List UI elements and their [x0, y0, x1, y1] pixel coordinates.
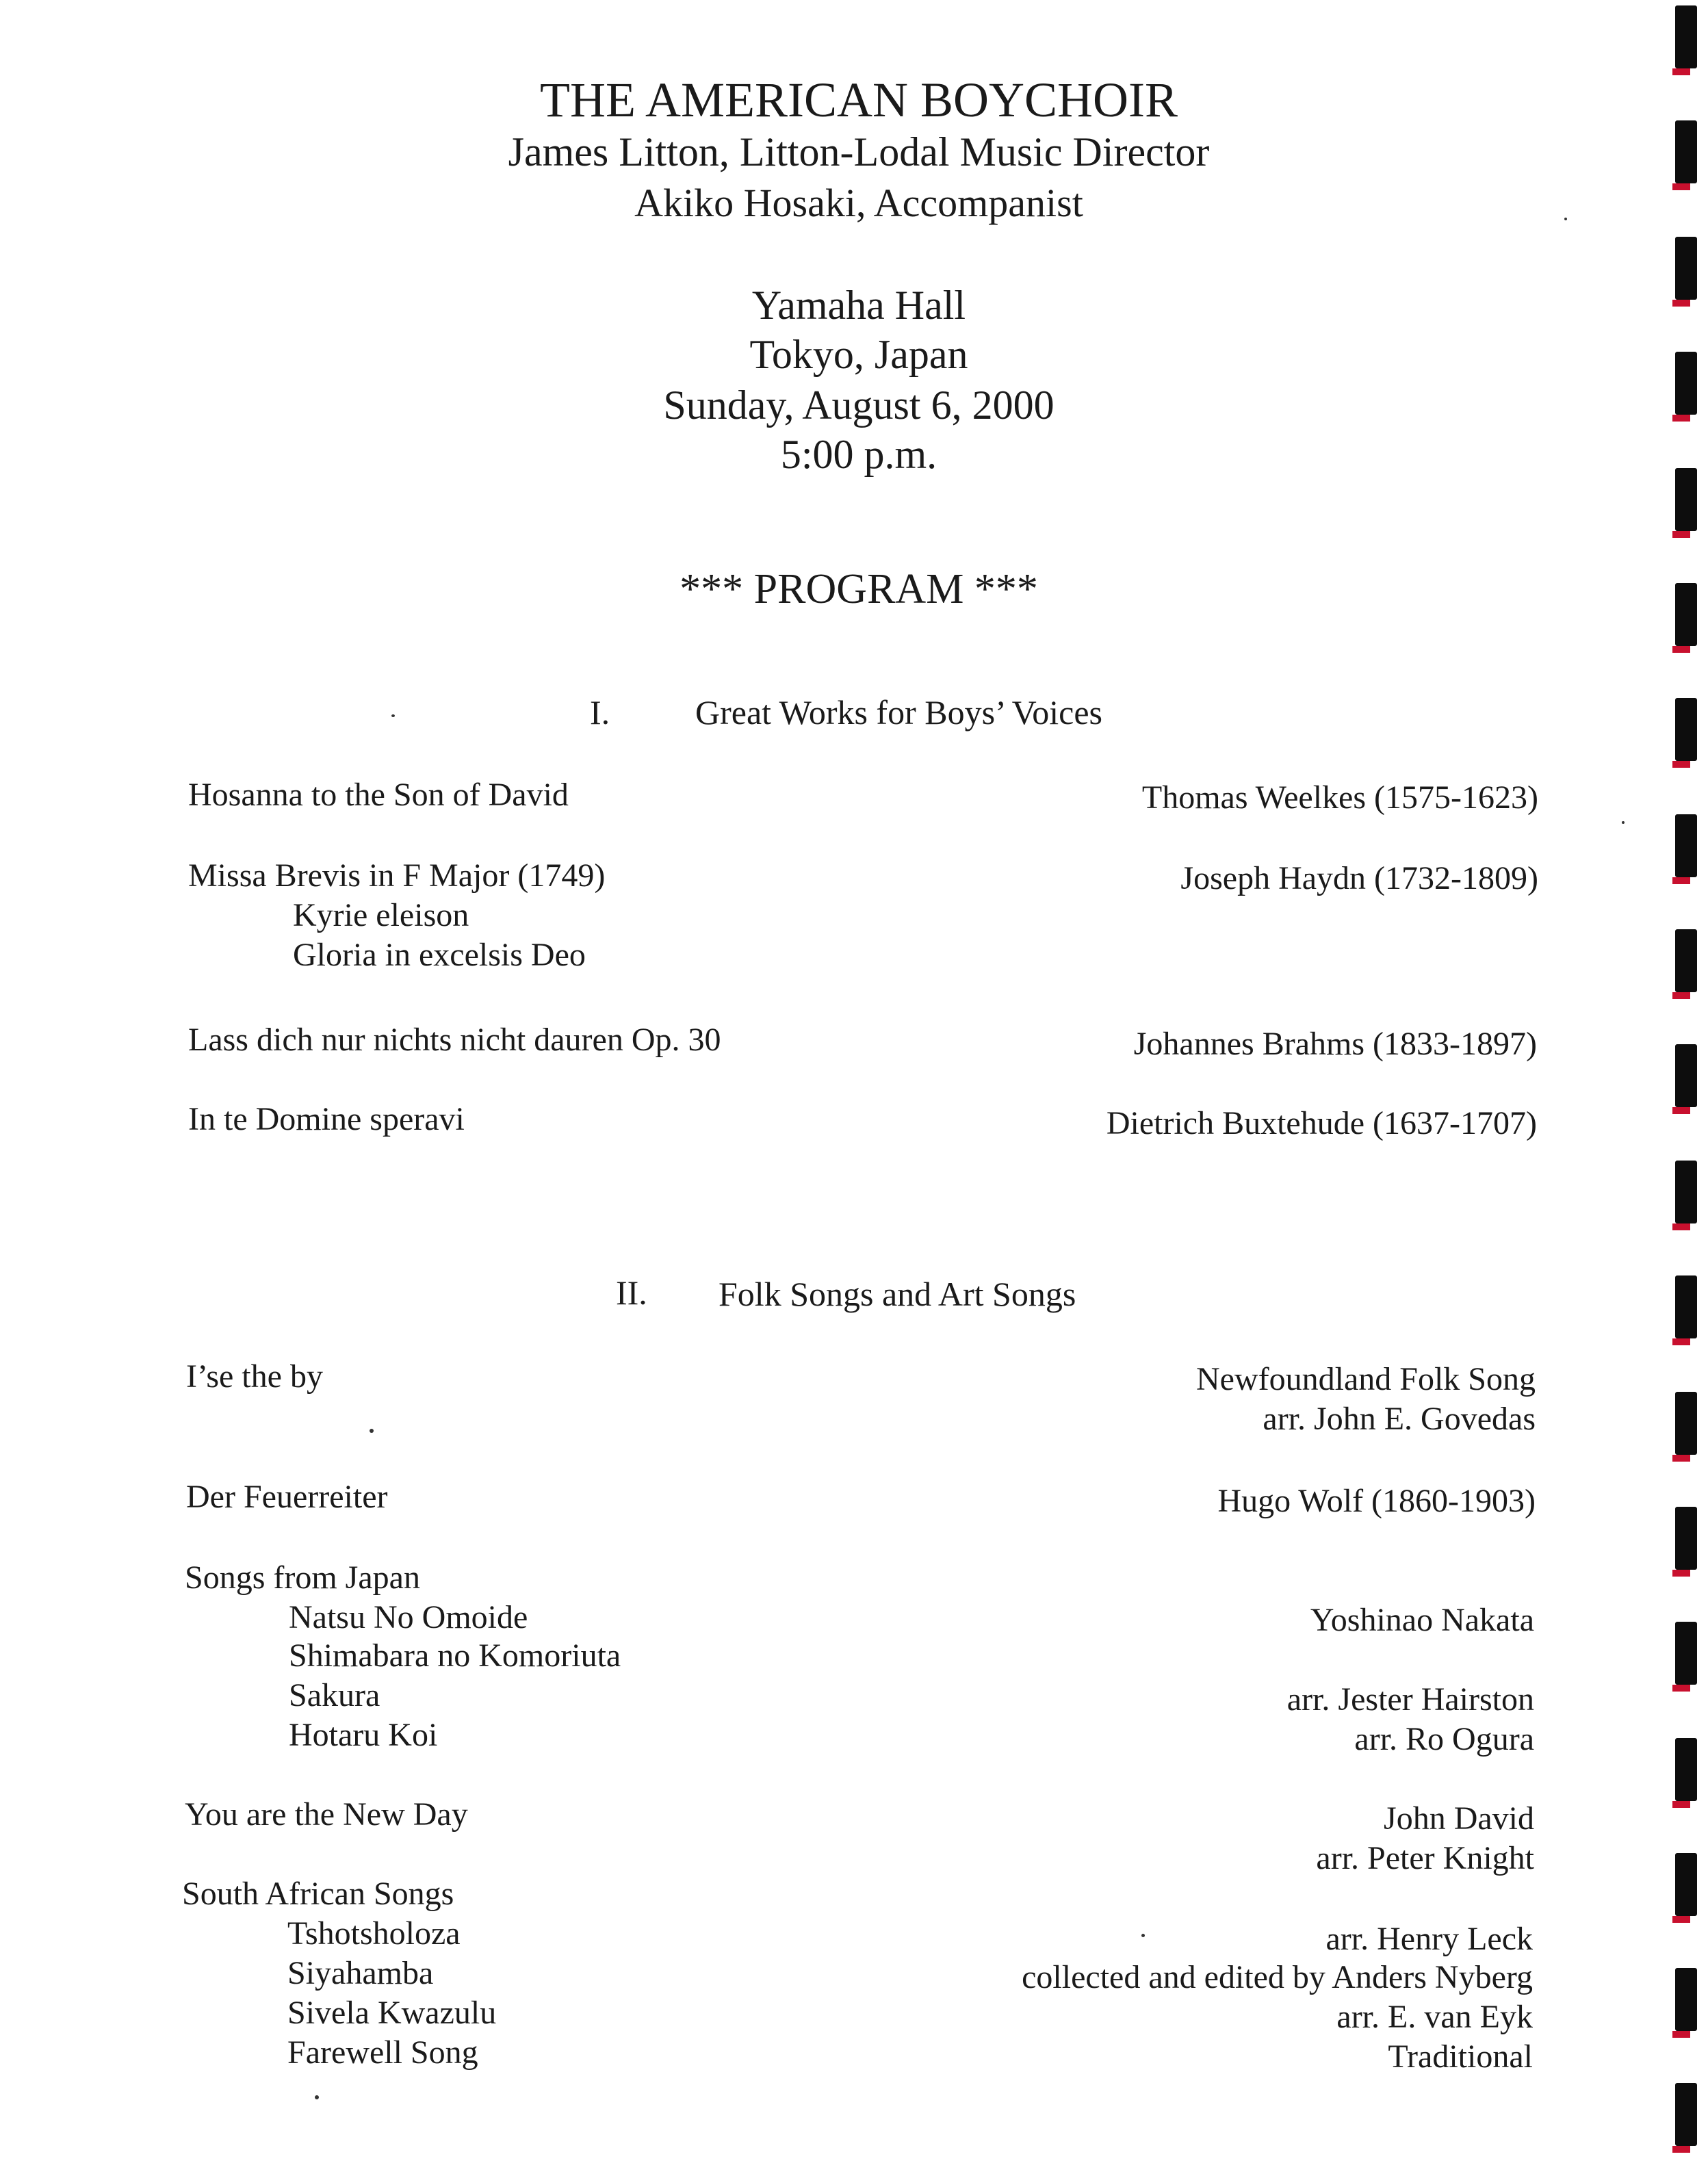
section-title: Folk Songs and Art Songs — [719, 1275, 1076, 1313]
piece-arranger: arr. Henry Leck — [1325, 1921, 1533, 1957]
binding-tab — [1675, 1044, 1697, 1107]
binding-tab — [1675, 929, 1697, 992]
piece-credit: Thomas Weelkes (1575-1623) — [1141, 779, 1538, 816]
binding-tab — [1675, 1392, 1697, 1455]
piece-title: South African Songs — [182, 1876, 454, 1912]
movement-title: Kyrie eleison — [293, 897, 469, 933]
movement-title: Sakura — [289, 1677, 380, 1713]
scan-speck — [1564, 218, 1567, 220]
piece-arranger: arr. Peter Knight — [1316, 1840, 1534, 1876]
section-numeral: I. — [590, 693, 610, 731]
piece-credit: Newfoundland Folk Song — [1196, 1361, 1536, 1397]
binding-tab — [1675, 698, 1697, 761]
piece-arranger: collected and edited by Anders Nyberg — [1022, 1959, 1533, 1995]
piece-title: Hosanna to the Son of David — [188, 777, 569, 813]
piece-title: I’se the by — [186, 1358, 323, 1395]
binding-tab — [1675, 814, 1697, 877]
binding-tab — [1675, 1968, 1697, 2031]
piece-title: Lass dich nur nichts nicht dauren Op. 30 — [188, 1022, 721, 1058]
binding-tab — [1675, 468, 1697, 531]
piece-title: Missa Brevis in F Major (1749) — [188, 857, 606, 894]
binding-tab — [1675, 1507, 1697, 1570]
scan-speck — [315, 2095, 319, 2099]
movement-title: Shimabara no Komoriuta — [289, 1637, 621, 1674]
binding-tab — [1675, 1161, 1697, 1223]
binding-tab — [1675, 237, 1697, 300]
scan-speck — [1622, 821, 1625, 824]
binding-tab — [1675, 1622, 1697, 1685]
piece-credit: Joseph Haydn (1732-1809) — [1180, 860, 1538, 896]
piece-credit: Yoshinao Nakata — [1310, 1602, 1534, 1638]
piece-title: Der Feuerreiter — [186, 1479, 388, 1515]
movement-title: Farewell Song — [287, 2034, 478, 2071]
movement-title: Siyahamba — [287, 1955, 434, 1991]
piece-title: Songs from Japan — [185, 1559, 420, 1596]
piece-arranger: arr. E. van Eyk — [1336, 1999, 1533, 2035]
accompanist: Akiko Hosaki, Accompanist — [634, 181, 1083, 225]
scan-speck — [370, 1429, 374, 1433]
movement-title: Hotaru Koi — [289, 1717, 438, 1753]
binding-tab — [1675, 5, 1697, 68]
piece-credit: Johannes Brahms (1833-1897) — [1133, 1026, 1537, 1062]
program-heading: *** PROGRAM *** — [680, 566, 1038, 612]
piece-credit: John David — [1384, 1800, 1534, 1837]
city: Tokyo, Japan — [749, 332, 968, 377]
venue: Yamaha Hall — [751, 283, 966, 328]
binding-tab — [1675, 1853, 1697, 1916]
binding-tab — [1675, 1738, 1697, 1801]
music-director: James Litton, Litton-Lodal Music Director — [508, 129, 1210, 174]
binding-tab — [1675, 583, 1697, 646]
spiral-binding — [1660, 0, 1708, 2163]
concert-date: Sunday, August 6, 2000 — [663, 383, 1054, 428]
piece-arranger: arr. Ro Ogura — [1354, 1721, 1534, 1757]
movement-title: Natsu No Omoide — [289, 1599, 528, 1635]
scan-speck — [1141, 1934, 1145, 1937]
section-title: Great Works for Boys’ Voices — [695, 693, 1102, 731]
movement-title: Tshotsholoza — [287, 1915, 461, 1952]
movement-title: Gloria in excelsis Deo — [293, 937, 586, 973]
binding-tab — [1675, 120, 1697, 183]
movement-title: Sivela Kwazulu — [287, 1995, 497, 2031]
binding-tab — [1675, 352, 1697, 415]
concert-time: 5:00 p.m. — [780, 432, 937, 477]
piece-arranger: arr. John E. Govedas — [1263, 1401, 1536, 1437]
binding-tab — [1675, 2083, 1697, 2146]
piece-title: In te Domine speravi — [188, 1101, 465, 1137]
piece-title: You are the New Day — [185, 1796, 468, 1832]
section-numeral: II. — [616, 1273, 647, 1312]
scan-speck — [391, 714, 395, 717]
piece-credit: Traditional — [1388, 2038, 1533, 2075]
piece-credit: Dietrich Buxtehude (1637-1707) — [1106, 1105, 1537, 1141]
binding-tab — [1675, 1275, 1697, 1338]
concert-title: THE AMERICAN BOYCHOIR — [539, 73, 1178, 127]
piece-credit: Hugo Wolf (1860-1903) — [1217, 1483, 1536, 1519]
piece-arranger: arr. Jester Hairston — [1286, 1681, 1534, 1718]
